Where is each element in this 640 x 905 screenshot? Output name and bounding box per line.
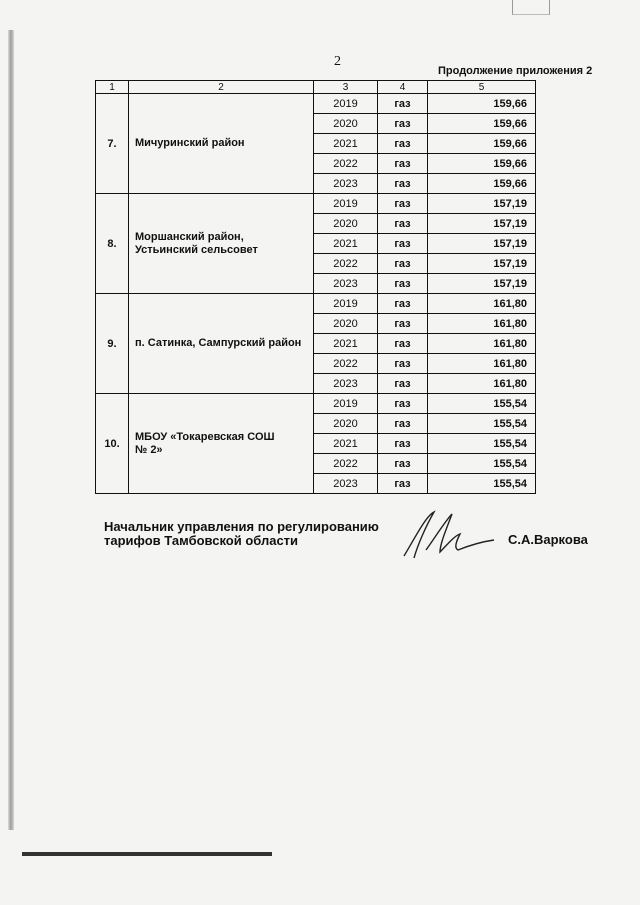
year-cell: 2020 [314, 114, 378, 134]
rate-cell: 159,66 [428, 94, 536, 114]
year-cell: 2021 [314, 434, 378, 454]
year-cell: 2020 [314, 214, 378, 234]
fuel-cell: газ [378, 414, 428, 434]
rate-cell: 159,66 [428, 174, 536, 194]
fuel-cell: газ [378, 454, 428, 474]
year-cell: 2019 [314, 294, 378, 314]
fuel-cell: газ [378, 214, 428, 234]
fuel-cell: газ [378, 94, 428, 114]
fuel-cell: газ [378, 334, 428, 354]
rate-cell: 159,66 [428, 134, 536, 154]
location-name: Мичуринский район [129, 94, 314, 194]
rate-cell: 155,54 [428, 454, 536, 474]
year-cell: 2021 [314, 134, 378, 154]
rate-cell: 155,54 [428, 414, 536, 434]
fuel-cell: газ [378, 134, 428, 154]
fuel-cell: газ [378, 194, 428, 214]
year-cell: 2020 [314, 414, 378, 434]
year-cell: 2021 [314, 334, 378, 354]
row-number: 8. [96, 194, 129, 294]
rate-cell: 157,19 [428, 234, 536, 254]
table-header-row [96, 81, 536, 94]
fuel-cell: газ [378, 394, 428, 414]
year-cell: 2023 [314, 274, 378, 294]
fuel-cell: газ [378, 474, 428, 494]
signer-name: С.А.Варкова [508, 532, 588, 547]
rate-cell: 157,19 [428, 194, 536, 214]
continuation-label: Продолжение приложения 2 [438, 65, 593, 77]
rate-cell: 157,19 [428, 274, 536, 294]
column-header: 4 [378, 81, 428, 94]
row-number: 9. [96, 294, 129, 394]
signoff-title-line2: тарифов Тамбовской области [104, 533, 299, 548]
fuel-cell: газ [378, 274, 428, 294]
year-cell: 2019 [314, 194, 378, 214]
rate-cell: 161,80 [428, 294, 536, 314]
scan-edge-left [8, 30, 14, 830]
fuel-cell: газ [378, 354, 428, 374]
fuel-cell: газ [378, 374, 428, 394]
fuel-cell: газ [378, 294, 428, 314]
signature-image [396, 506, 496, 562]
year-cell: 2022 [314, 154, 378, 174]
year-cell: 2022 [314, 454, 378, 474]
signoff-title-line1: Начальник управления по регулированию [104, 519, 379, 534]
rate-cell: 161,80 [428, 354, 536, 374]
year-cell: 2019 [314, 394, 378, 414]
tariff-table [95, 80, 536, 494]
rate-cell: 155,54 [428, 394, 536, 414]
fuel-cell: газ [378, 314, 428, 334]
table-row [96, 194, 536, 214]
location-name: МБОУ «Токаревская СОШ № 2» [129, 394, 314, 494]
scan-edge-bottom [22, 852, 272, 856]
rate-cell: 159,66 [428, 114, 536, 134]
column-header: 1 [96, 81, 129, 94]
table-row [96, 294, 536, 314]
fuel-cell: газ [378, 254, 428, 274]
fuel-cell: газ [378, 434, 428, 454]
rate-cell: 161,80 [428, 374, 536, 394]
rate-cell: 157,19 [428, 254, 536, 274]
rate-cell: 157,19 [428, 214, 536, 234]
scan-corner-mark [512, 0, 550, 15]
fuel-cell: газ [378, 114, 428, 134]
year-cell: 2022 [314, 354, 378, 374]
year-cell: 2023 [314, 474, 378, 494]
year-cell: 2020 [314, 314, 378, 334]
column-header: 2 [129, 81, 314, 94]
column-header: 3 [314, 81, 378, 94]
year-cell: 2021 [314, 234, 378, 254]
column-header: 5 [428, 81, 536, 94]
location-name: п. Сатинка, Сампурский район [129, 294, 314, 394]
page-number: 2 [334, 54, 341, 69]
rate-cell: 159,66 [428, 154, 536, 174]
rate-cell: 161,80 [428, 334, 536, 354]
fuel-cell: газ [378, 234, 428, 254]
rate-cell: 161,80 [428, 314, 536, 334]
rate-cell: 155,54 [428, 474, 536, 494]
fuel-cell: газ [378, 154, 428, 174]
signoff-block [104, 520, 379, 548]
row-number: 10. [96, 394, 129, 494]
rate-cell: 155,54 [428, 434, 536, 454]
year-cell: 2023 [314, 374, 378, 394]
table-row [96, 394, 536, 414]
table-row [96, 94, 536, 114]
row-number: 7. [96, 94, 129, 194]
year-cell: 2023 [314, 174, 378, 194]
year-cell: 2022 [314, 254, 378, 274]
location-name: Моршанский район, Устьинский сельсовет [129, 194, 314, 294]
year-cell: 2019 [314, 94, 378, 114]
fuel-cell: газ [378, 174, 428, 194]
